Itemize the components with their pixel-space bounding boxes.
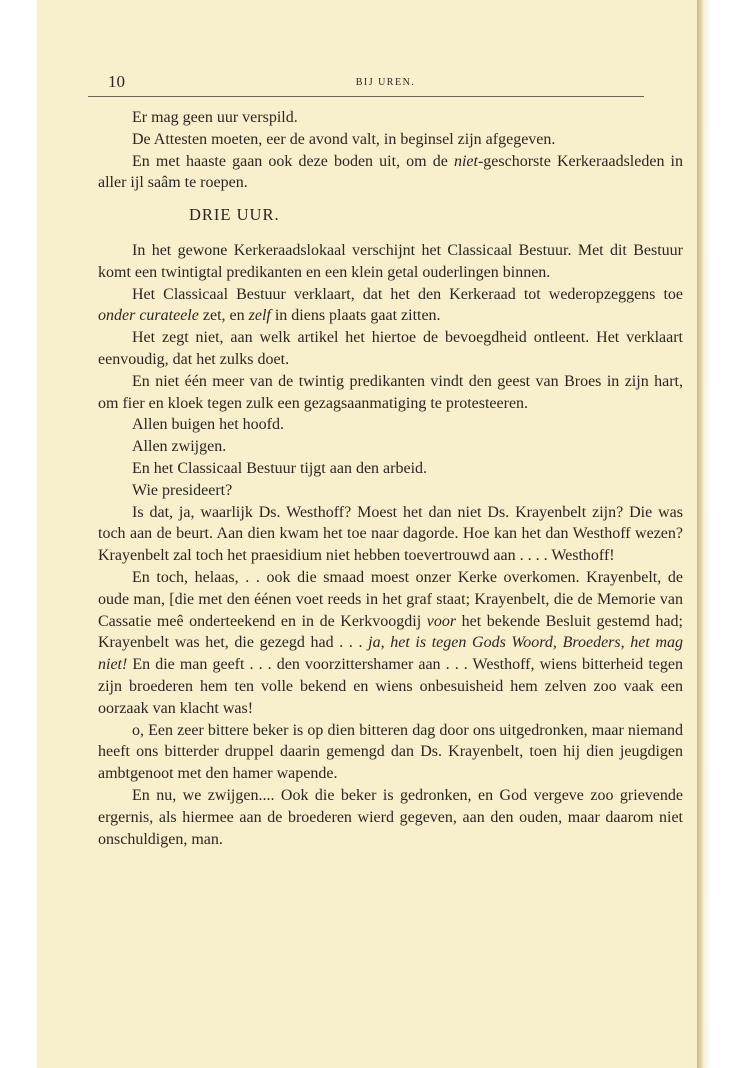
paragraph-4: In het gewone Kerkeraadslokaal verschijnt het Classicaal Bestuur. Met dit Bestuur komt een twintigtal predikanten en een klein getal ouderlingen binnen. — [98, 241, 683, 281]
paragraph-11: Wie presideert? — [132, 481, 233, 499]
paragraph-2: De Attesten moeten, eer de avond valt, in beginsel zijn afgegeven. — [132, 130, 556, 148]
paragraph-7: En niet één meer van de twintig predikanten vindt den geest van Broes in zijn hart, om fier en kloek tegen zulk een gezagsaanmatiging te protesteeren. — [98, 372, 683, 412]
paragraph-3-emphasis: niet — [453, 152, 478, 170]
paragraph-13-text-a: En toch, helaas, . . ook die smaad moest onzer Kerke overkomen. Krayenbelt, de oude man, [die met den éénen voet reeds in het graf staat; Krayenbelt, die de Memorie van Cassatie meê onderteekend en in de Kerkvoogdij — [98, 568, 683, 630]
page-edge-shadow — [697, 0, 703, 1068]
paragraph-13-emphasis-1: voor — [426, 612, 457, 630]
book-page — [37, 0, 697, 1068]
paragraph-9: Allen zwijgen. — [132, 438, 227, 456]
paragraph-12: Is dat, ja, waarlijk Ds. Westhoff? Moest het dan niet Ds. Krayenbelt zijn? Die was toch aan de beurt. Aan dien kwam het toe naar dagorde. Hoe kan het dan Westhoff wezen? Krayenbelt zal toch het praesidium niet hebben toevertrouwd aan . . . . Westhoff! — [98, 503, 683, 565]
paragraph-5-text-b: zet, en — [198, 307, 249, 325]
paragraph-10: En het Classicaal Bestuur tijgt aan den arbeid. — [132, 459, 428, 477]
paragraph-8: Allen buigen het hoofd. — [132, 416, 284, 434]
paragraph-5 — [98, 284, 683, 328]
paragraph-3-text-a: En met haaste gaan ook deze boden uit, om de — [132, 152, 454, 170]
running-head: BIJ UREN. — [355, 77, 416, 88]
page-body — [98, 107, 683, 850]
page-number: 10 — [108, 72, 125, 91]
paragraph-13-text-c: En die man geeft . . . den voorzittershamer aan . . . Westhoff, wiens bitterheid tegen zijn broederen hem ten volle bekend en wiens onbesuisheid hem zelven zoo vaak een oorzaak van klacht was! — [98, 656, 683, 717]
paragraph-5-text-c: in diens plaats gaat zitten. — [270, 307, 441, 325]
paragraph-5-emphasis-1: onder curateele — [98, 307, 199, 325]
paragraph-13 — [98, 567, 683, 720]
paragraph-13-text-b: het bekende Besluit gestemd had; Krayenbelt was het, die gezegd had . . . — [98, 612, 683, 652]
paragraph-13-emphasis-2: ja, het is tegen Gods Woord, Broeders, het mag niet! — [98, 634, 683, 674]
paragraph-3 — [98, 151, 683, 195]
paragraph-5-emphasis-2: zelf — [248, 307, 271, 325]
paragraph-5-text-a: Het Classicaal Bestuur verklaart, dat het den Kerkeraad tot wederopzeggens toe — [132, 285, 683, 303]
paragraph-1: Er mag geen uur verspild. — [132, 109, 298, 126]
section-heading: DRIE UUR. — [189, 205, 280, 225]
paragraph-6: Het zegt niet, aan welk artikel het hiertoe de bevoegdheid ontleent. Het verklaart eenvoudig, dat het zulks doet. — [98, 329, 683, 368]
header-rule — [88, 96, 644, 97]
page-edge — [697, 0, 738, 1068]
paragraph-15: En nu, we zwijgen.... Ook die beker is gedronken, en God vergeve zoo grievende ergernis, als hiermee aan de broederen wierd gegeven, aan den ouden, maar daarom niet onschuldigen, man. — [98, 786, 683, 848]
paragraph-3-text-b: -geschorste Kerkeraadsleden in aller ijl saâm te roepen. — [98, 152, 683, 192]
paragraph-14: o, Een zeer bittere beker is op dien bitteren dag door ons uitgedronken, maar niemand heeft ons bitterder druppel daarin gemengd dan Ds. Krayenbelt, toen hij dien jeugdigen ambtgenoot met den hamer wapende. — [98, 721, 683, 783]
page-header — [108, 72, 663, 96]
